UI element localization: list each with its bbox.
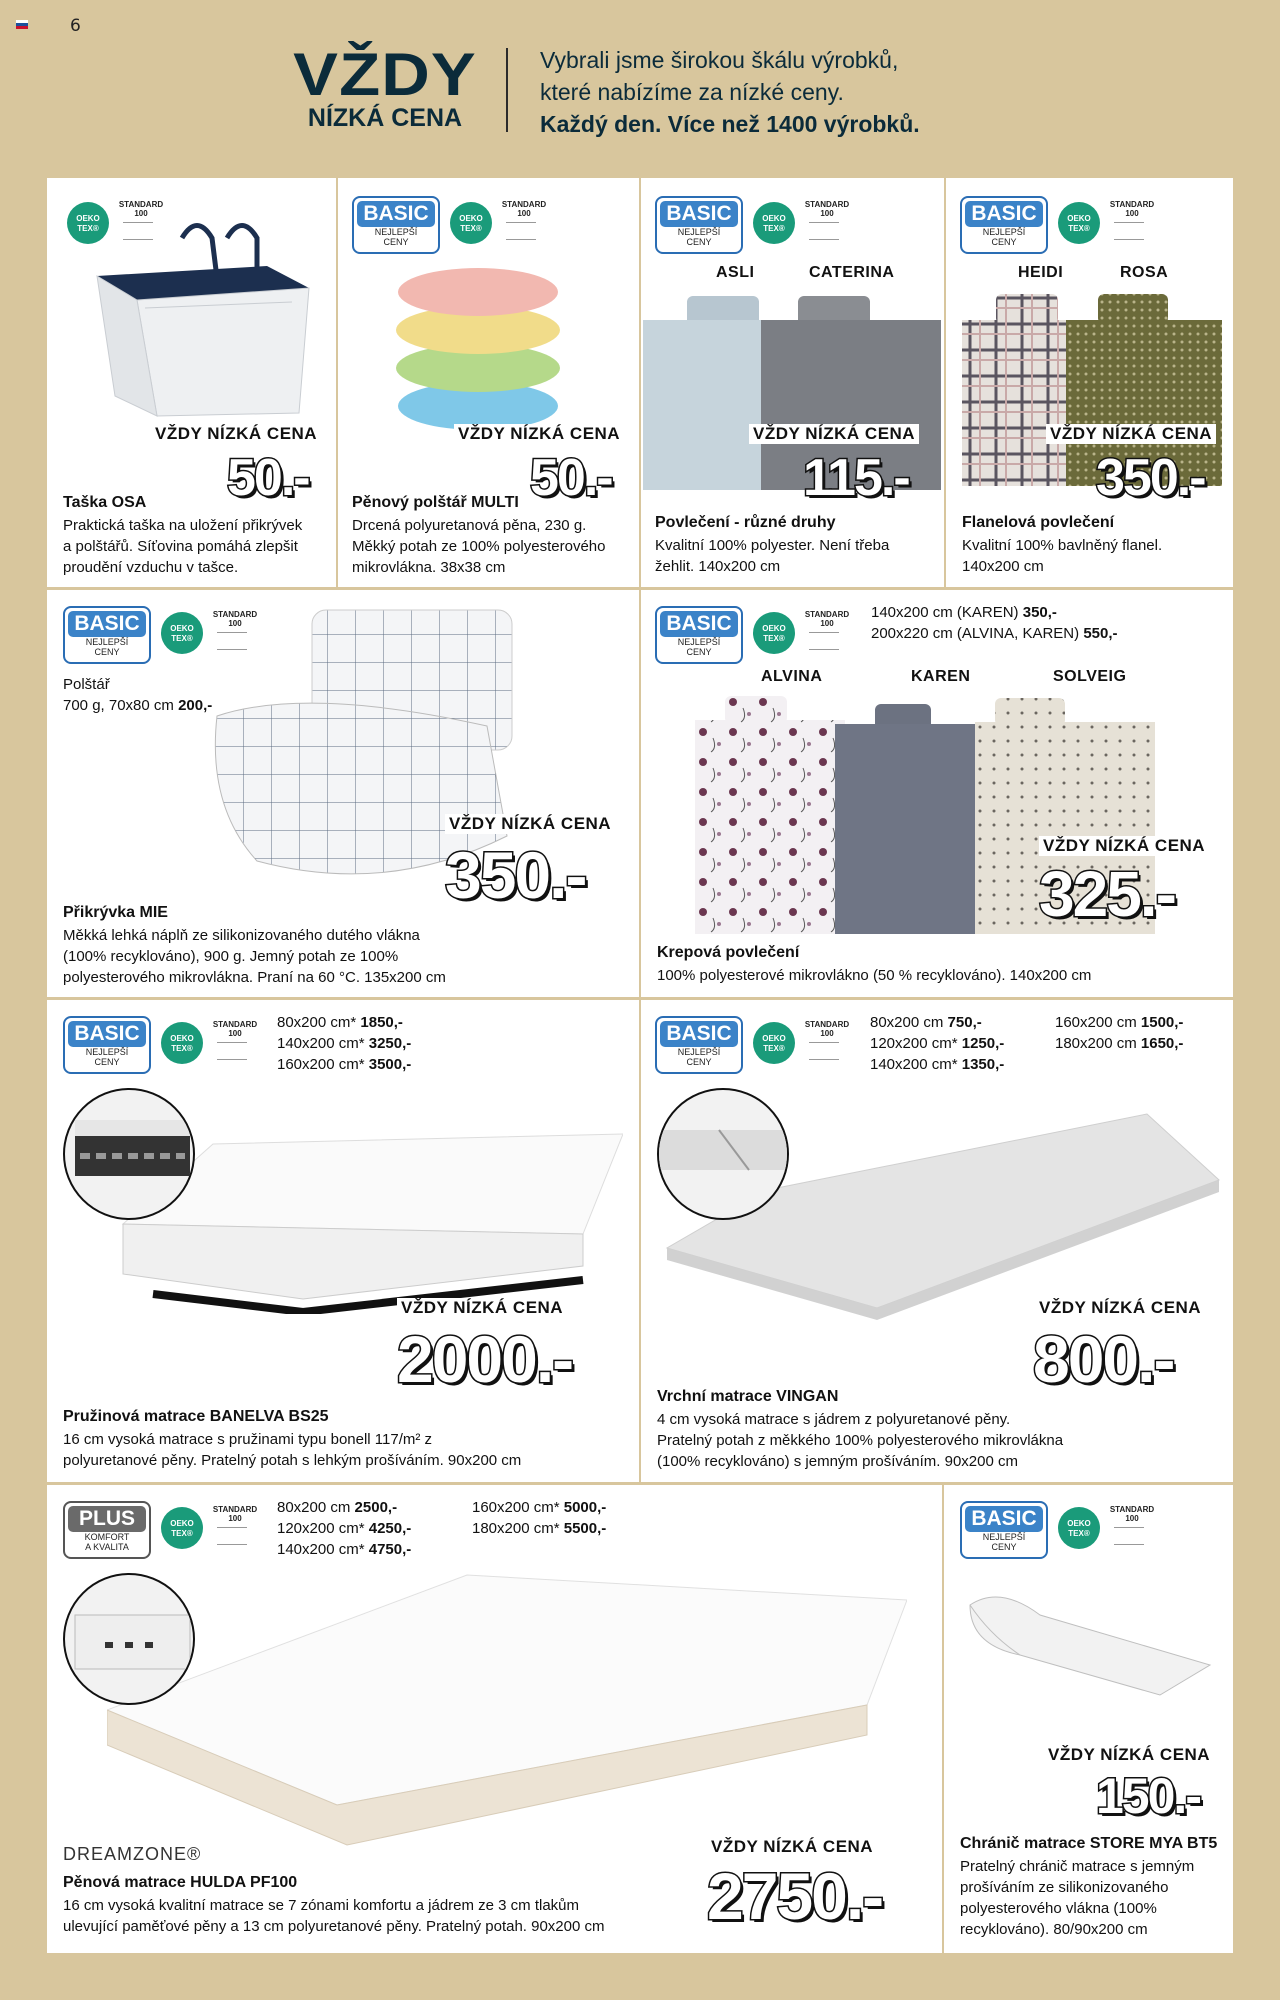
oeko-tex-badge: OEKO TEX® STANDARD 100 [161, 1018, 267, 1072]
oeko-tex-badge: OEKO TEX® STANDARD 100 [67, 198, 173, 252]
variant-label: KAREN [911, 668, 971, 685]
product-name: Krepová povlečení [657, 944, 800, 961]
price: 150.- [1096, 1768, 1200, 1824]
product-description: 100% polyesterové mikrovlákno (50 % recyklováno). 140x200 cm [657, 967, 1092, 984]
price: 325.- [1039, 858, 1175, 930]
product-description: Kvalitní 100% bavlněný flanel. 140x200 cm [962, 537, 1163, 575]
product-card-tasca-osa[interactable] [47, 178, 336, 587]
foam-detail-inset [63, 1573, 195, 1705]
basic-badge: BASIC NEJLEPŠÍ CENY [63, 1016, 151, 1074]
variant-label: CATERINA [809, 264, 895, 281]
oeko-tex-badge: OEKO TEX® STANDARD 100 [450, 198, 556, 252]
product-name: Pěnová matrace HULDA PF100 [63, 1874, 298, 1891]
header-divider [506, 48, 508, 132]
size-prices-b: 160x200 cm* 5000,- 180x200 cm* 5500,- [472, 1499, 607, 1537]
pillow-price: 200,- [178, 697, 213, 714]
always-low-price-label: VŽDY NÍZKÁ CENA [749, 424, 919, 444]
product-description: 4 cm vysoká matrace s jádrem z polyuretanové pěny. Pratelný potah z měkkého 100% polyesterového mikrovlákna (100% recyklováno) s jemným prošíváním. 90x200 cm [657, 1411, 1064, 1470]
always-low-price-label: VŽDY NÍZKÁ CENA [151, 424, 321, 444]
product-card-hulda-pf100[interactable] [47, 1485, 942, 1953]
price: 2750.- [707, 1859, 883, 1933]
basic-badge: BASIC NEJLEPŠÍ CENY [960, 196, 1048, 254]
always-low-price-label: VŽDY NÍZKÁ CENA [707, 1837, 877, 1857]
product-name: Přikrývka MIE [63, 904, 168, 921]
product-card-polstar-multi[interactable] [338, 178, 639, 587]
product-name: Povlečení - různé druhy [655, 514, 836, 531]
storage-bag-image [87, 218, 317, 418]
logo-big-text: VŽDY [293, 41, 477, 108]
size-prices: 140x200 cm (KAREN) 350,- 200x220 cm (ALVINA, KAREN) 550,- [871, 604, 1118, 642]
product-card-krepova-povleceni[interactable] [641, 590, 1233, 997]
intro-line-1: Vybrali jsme širokou škálu výrobků, [540, 47, 899, 73]
header-intro [540, 44, 1100, 140]
oeko-tex-badge: OEKO TEX® STANDARD 100 [753, 198, 859, 252]
size-prices: 80x200 cm* 1850,- 140x200 cm* 3250,- 160x200 cm* 3500,- [277, 1014, 412, 1073]
oeko-tex-badge: OEKO TEX® STANDARD 100 [753, 608, 859, 662]
basic-badge: BASIC NEJLEPŠÍ CENY [655, 606, 743, 664]
product-name: Pružinová matrace BANELVA BS25 [63, 1408, 329, 1425]
size-prices-b: 160x200 cm 1500,- 180x200 cm 1650,- [1055, 1014, 1184, 1052]
mattress-protector-image [960, 1585, 1220, 1715]
price: 50.- [227, 449, 309, 507]
size-prices-a: 80x200 cm 2500,- 120x200 cm* 4250,- 140x200 cm* 4750,- [277, 1499, 412, 1558]
product-card-store-mya-bt5[interactable] [944, 1485, 1233, 1953]
product-name: Flanelová povlečení [962, 514, 1115, 531]
product-description: Kvalitní 100% polyester. Není třeba žehlit. 140x200 cm [655, 537, 890, 575]
oeko-tex-badge: OEKO TEX® STANDARD 100 [161, 608, 267, 662]
dreamzone-logo: DREAMZONE® [63, 1844, 202, 1864]
product-name: Chránič matrace STORE MYA BT5 [960, 1835, 1218, 1852]
variant-label: ALVINA [761, 668, 823, 685]
language-flag-icon[interactable] [16, 20, 28, 29]
product-description: Drcená polyuretanová pěna, 230 g. Měkký potah ze 100% polyesterového mikrovlákna. 38x38 cm [352, 517, 606, 576]
mattress-detail-inset [63, 1088, 195, 1220]
variant-label: ROSA [1120, 264, 1169, 281]
always-low-price-label: VŽDY NÍZKÁ CENA [454, 424, 624, 444]
oeko-tex-badge: OEKO TEX® STANDARD 100 [1058, 1503, 1164, 1557]
product-description: Praktická taška na uložení přikrývek a polštářů. Síťovina pomáhá zlepšit proudění vzduchu v tašce. [63, 517, 303, 576]
oeko-tex-badge: OEKO TEX® STANDARD 100 [753, 1018, 859, 1072]
always-low-price-label: VŽDY NÍZKÁ CENA [397, 1298, 567, 1318]
brand-logo [293, 41, 477, 132]
variant-label: HEIDI [1018, 264, 1064, 281]
product-card-banelva-bs25[interactable] [47, 1000, 639, 1482]
variant-label: SOLVEIG [1053, 668, 1127, 685]
product-card-prikryvka-mie[interactable] [47, 590, 639, 997]
page-number: 6 [70, 16, 81, 36]
price: 2000.- [397, 1322, 573, 1396]
basic-badge: BASIC NEJLEPŠÍ CENY [960, 1501, 1048, 1559]
price: 115.- [803, 449, 909, 507]
variant-label: ASLI [716, 264, 755, 281]
basic-badge: BASIC NEJLEPŠÍ CENY [63, 606, 151, 664]
intro-line-2: které nabízíme za nízké ceny. [540, 79, 844, 105]
product-description: 16 cm vysoká matrace s pružinami typu bonell 117/m² z polyuretanové pěny. Pratelný potah s lehkým prošíváním. 90x200 cm [63, 1431, 522, 1469]
price: 350.- [1096, 449, 1205, 507]
product-name: Taška OSA [63, 494, 147, 511]
always-low-price-label: VŽDY NÍZKÁ CENA [1039, 836, 1209, 856]
basic-badge: BASIC NEJLEPŠÍ CENY [352, 196, 440, 254]
product-card-povleceni[interactable] [641, 178, 944, 587]
foam-mattress-image [107, 1555, 907, 1865]
pillow-title: Polštář [63, 676, 110, 693]
product-card-flanelova-povleceni[interactable] [946, 178, 1233, 587]
logo-small-text: NÍZKÁ CENA [307, 104, 463, 132]
price: 800.- [1033, 1322, 1174, 1396]
price: 50.- [530, 449, 612, 507]
product-description: 16 cm vysoká kvalitní matrace se 7 zónami komfortu a jádrem ze 3 cm tlakům ulevující paměťové pěny a 13 cm polyuretanové pěny. Pratelný potah. 90x200 cm [63, 1897, 605, 1935]
product-description: Pratelný chránič matrace s jemným prošíváním ze silikonizovaného polyesterového vlákna (100% recyklováno). 80/90x200 cm [960, 1858, 1195, 1938]
size-prices-a: 80x200 cm 750,- 120x200 cm* 1250,- 140x200 cm* 1350,- [870, 1014, 1005, 1073]
topper-detail-inset [657, 1088, 789, 1220]
product-name: Vrchní matrace VINGAN [657, 1388, 839, 1405]
oeko-tex-badge: OEKO TEX® STANDARD 100 [161, 1503, 267, 1557]
always-low-price-label: VŽDY NÍZKÁ CENA [1035, 1298, 1205, 1318]
always-low-price-label: VŽDY NÍZKÁ CENA [1046, 424, 1216, 444]
price: 350.- [445, 838, 586, 912]
basic-badge: BASIC NEJLEPŠÍ CENY [655, 196, 743, 254]
intro-line-3: Každý den. Více než 1400 výrobků. [540, 111, 920, 137]
oeko-tex-badge: OEKO TEX® STANDARD 100 [1058, 198, 1164, 252]
product-card-vingan[interactable] [641, 1000, 1233, 1482]
pillow-desc: 700 g, 70x80 cm [63, 697, 179, 714]
product-description: Měkká lehká náplň ze silikonizovaného dutého vlákna (100% recyklováno), 900 g. Jemný potah ze 100% polyesterového mikrovlákna. Praní na 60 °C. 135x200 cm [63, 927, 446, 986]
always-low-price-label: VŽDY NÍZKÁ CENA [445, 814, 615, 834]
product-name: Pěnový polštář MULTI [352, 494, 519, 511]
plus-badge: PLUS KOMFORT A KVALITA [63, 1501, 151, 1559]
basic-badge: BASIC NEJLEPŠÍ CENY [655, 1016, 743, 1074]
always-low-price-label: VŽDY NÍZKÁ CENA [1044, 1745, 1214, 1765]
